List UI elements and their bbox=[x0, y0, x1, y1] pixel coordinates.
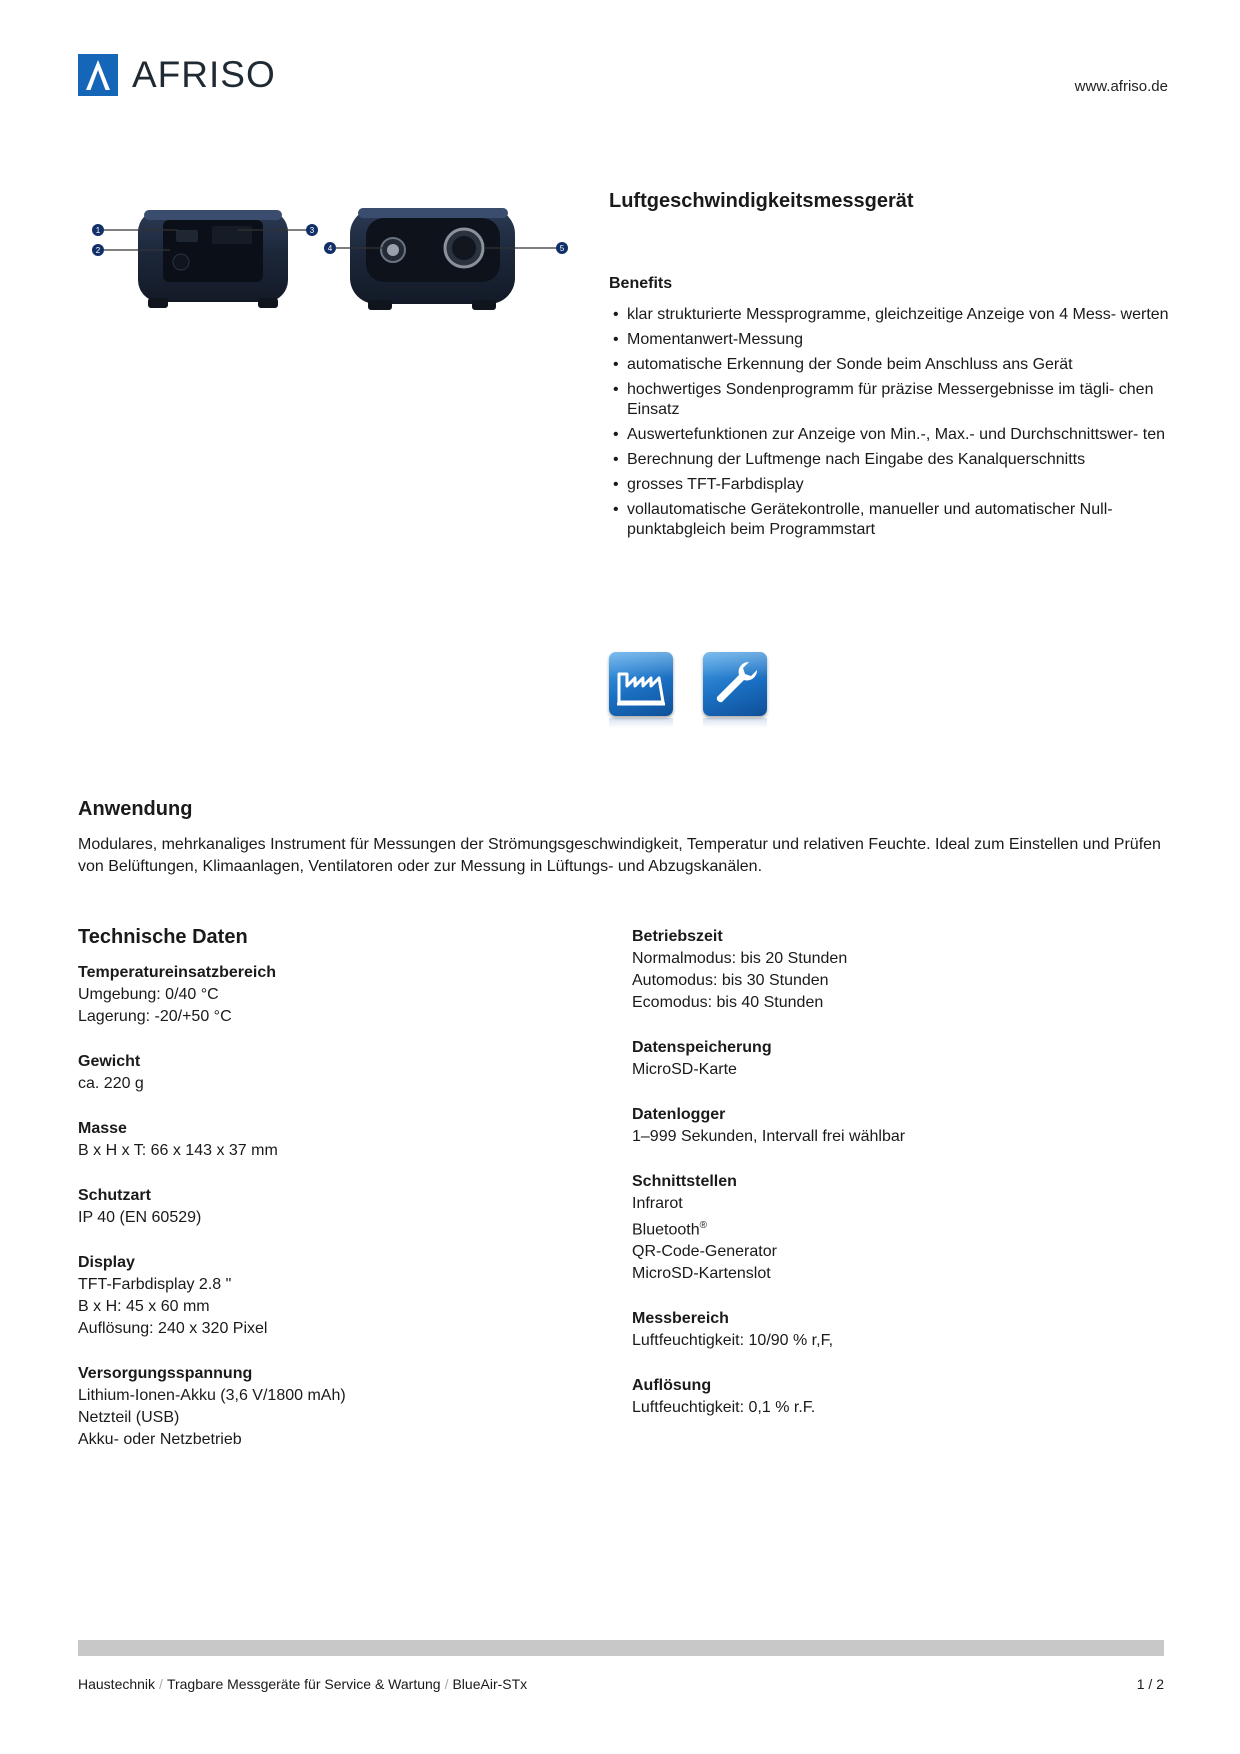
spec-protection bbox=[78, 1185, 538, 1229]
benefits-list bbox=[613, 305, 1173, 545]
breadcrumb-separator: / bbox=[159, 1676, 163, 1692]
device-top-view bbox=[350, 208, 515, 310]
wrench-icon-reflection bbox=[703, 718, 767, 728]
spec-label: Datenlogger bbox=[632, 1106, 726, 1123]
spec-value: Normalmodus: bis 20 Stunden bbox=[632, 950, 848, 967]
svg-text:1: 1 bbox=[95, 226, 101, 235]
spec-column-left bbox=[78, 962, 538, 1474]
benefits-heading: Benefits bbox=[609, 275, 673, 292]
breadcrumb-item[interactable]: Haustechnik bbox=[78, 1676, 156, 1692]
device-side-view bbox=[138, 210, 288, 308]
spec-value: Lithium-Ionen-Akku (3,6 V/1800 mAh) bbox=[78, 1387, 346, 1404]
callout-5 bbox=[556, 242, 568, 254]
technical-data-heading: Technische Daten bbox=[78, 926, 248, 948]
spec-resolution bbox=[632, 1375, 1092, 1419]
afriso-logo bbox=[78, 54, 308, 96]
brand-name: AFRISO bbox=[132, 54, 276, 95]
svg-text:5: 5 bbox=[559, 244, 565, 253]
registered-mark: ® bbox=[699, 1220, 707, 1231]
factory-icon bbox=[609, 652, 673, 716]
svg-text:4: 4 bbox=[327, 244, 333, 253]
spec-label: Temperatureinsatzbereich bbox=[78, 964, 276, 981]
spec-value: IP 40 (EN 60529) bbox=[78, 1209, 202, 1226]
product-title: Luftgeschwindigkeitsmessgerät bbox=[609, 190, 914, 212]
callout-4 bbox=[324, 242, 336, 254]
benefit-item: • klar strukturierte Messprogramme, gleichzeitige Anzeige von 4 Mess- werten bbox=[613, 305, 1173, 325]
benefit-item: • vollautomatische Gerätekontrolle, manueller und automatischer Null- punktabgleich beim Programmstart bbox=[613, 500, 1173, 540]
spec-value: TFT-Farbdisplay 2.8 " bbox=[78, 1276, 232, 1293]
callout-3 bbox=[306, 224, 318, 236]
spec-value: ca. 220 g bbox=[78, 1075, 144, 1092]
spec-label: Datenspeicherung bbox=[632, 1039, 772, 1056]
spec-label: Schnittstellen bbox=[632, 1173, 737, 1190]
spec-value: B x H: 45 x 60 mm bbox=[78, 1298, 210, 1315]
svg-text:3: 3 bbox=[309, 226, 315, 235]
product-photo bbox=[88, 200, 578, 330]
spec-value: Infrarot bbox=[632, 1195, 683, 1212]
spec-power-supply bbox=[78, 1363, 538, 1451]
spec-value-bluetooth bbox=[632, 1215, 1092, 1241]
spec-interfaces bbox=[632, 1171, 1092, 1285]
spec-label: Versorgungsspannung bbox=[78, 1365, 253, 1382]
factory-icon-reflection bbox=[609, 718, 673, 728]
benefit-item: • grosses TFT-Farbdisplay bbox=[613, 475, 1173, 495]
spec-display bbox=[78, 1252, 538, 1340]
spec-value: Luftfeuchtigkeit: 0,1 % r.F. bbox=[632, 1399, 816, 1417]
callout-1 bbox=[92, 224, 104, 236]
spec-value: QR-Code-Generator bbox=[632, 1243, 777, 1261]
bluetooth-label: Bluetooth bbox=[632, 1221, 700, 1239]
benefit-item: • Berechnung der Luftmenge nach Eingabe des Kanalquerschnitts bbox=[613, 450, 1173, 470]
spec-value: MicroSD-Karte bbox=[632, 1061, 737, 1078]
spec-dimensions bbox=[78, 1118, 538, 1162]
benefit-item: • automatische Erkennung der Sonde beim Anschluss ans Gerät bbox=[613, 355, 1173, 375]
spec-weight bbox=[78, 1051, 538, 1095]
breadcrumb-item[interactable]: BlueAir-STx bbox=[452, 1676, 528, 1692]
spec-value: MicroSD-Kartenslot bbox=[632, 1265, 771, 1283]
application-heading: Anwendung bbox=[78, 798, 193, 820]
spec-label: Schutzart bbox=[78, 1187, 151, 1204]
spec-data-logger bbox=[632, 1104, 1092, 1148]
spec-value: Akku- oder Netzbetrieb bbox=[78, 1431, 242, 1448]
spec-value: 1–999 Sekunden, Intervall frei wählbar bbox=[632, 1128, 906, 1145]
spec-value: B x H x T: 66 x 143 x 37 mm bbox=[78, 1142, 278, 1159]
spec-column-right bbox=[632, 926, 1092, 1442]
breadcrumb-separator: / bbox=[444, 1676, 449, 1692]
afriso-logo-mark-icon bbox=[78, 54, 118, 96]
spec-label: Messbereich bbox=[632, 1310, 729, 1328]
breadcrumb-item[interactable]: Tragbare Messgeräte für Service & Wartung bbox=[166, 1676, 441, 1692]
benefit-item: • hochwertiges Sondenprogramm für präzise Messergebnisse im tägli- chen Einsatz bbox=[613, 380, 1173, 420]
footer-divider bbox=[78, 1640, 1164, 1656]
spec-value: Auflösung: 240 x 320 Pixel bbox=[78, 1320, 268, 1337]
wrench-icon bbox=[703, 652, 767, 716]
spec-operating-time bbox=[632, 926, 1092, 1014]
spec-label: Gewicht bbox=[78, 1053, 141, 1070]
spec-value: Netzteil (USB) bbox=[78, 1409, 180, 1426]
spec-value: Ecomodus: bis 40 Stunden bbox=[632, 994, 824, 1011]
spec-measuring-range bbox=[632, 1308, 1092, 1352]
spec-data-storage bbox=[632, 1037, 1092, 1081]
callout-2 bbox=[92, 244, 104, 256]
spec-label: Display bbox=[78, 1254, 135, 1271]
benefit-item: • Auswertefunktionen zur Anzeige von Min.-, Max.- und Durchschnittswer- ten bbox=[613, 425, 1173, 445]
page-number: 1 / 2 bbox=[1136, 1676, 1164, 1692]
spec-value: Luftfeuchtigkeit: 10/90 % r,F, bbox=[632, 1332, 834, 1350]
spec-value: Automodus: bis 30 Stunden bbox=[632, 972, 829, 989]
spec-value: Lagerung: -20/+50 °C bbox=[78, 1008, 232, 1025]
benefit-item: • Momentanwert-Messung bbox=[613, 330, 1173, 350]
spec-temperature-range bbox=[78, 962, 538, 1028]
svg-text:2: 2 bbox=[95, 246, 101, 255]
breadcrumb bbox=[78, 1676, 527, 1692]
spec-label: Auflösung bbox=[632, 1377, 712, 1395]
spec-label: Masse bbox=[78, 1120, 127, 1137]
application-text: Modulares, mehrkanaliges Instrument für Messungen der Strömungsgeschwindigkeit, Temperatur und relativen Feuchte. Ideal zum Einstellen und Prüfen von Belüftungen, Klimaanlagen, Ventilatoren oder zur Messung in Lüftungs- und Abzugskanälen. bbox=[78, 836, 1161, 875]
website-link[interactable]: www.afriso.de bbox=[1074, 78, 1168, 95]
spec-label: Betriebszeit bbox=[632, 928, 723, 945]
spec-value: Umgebung: 0/40 °C bbox=[78, 986, 219, 1003]
